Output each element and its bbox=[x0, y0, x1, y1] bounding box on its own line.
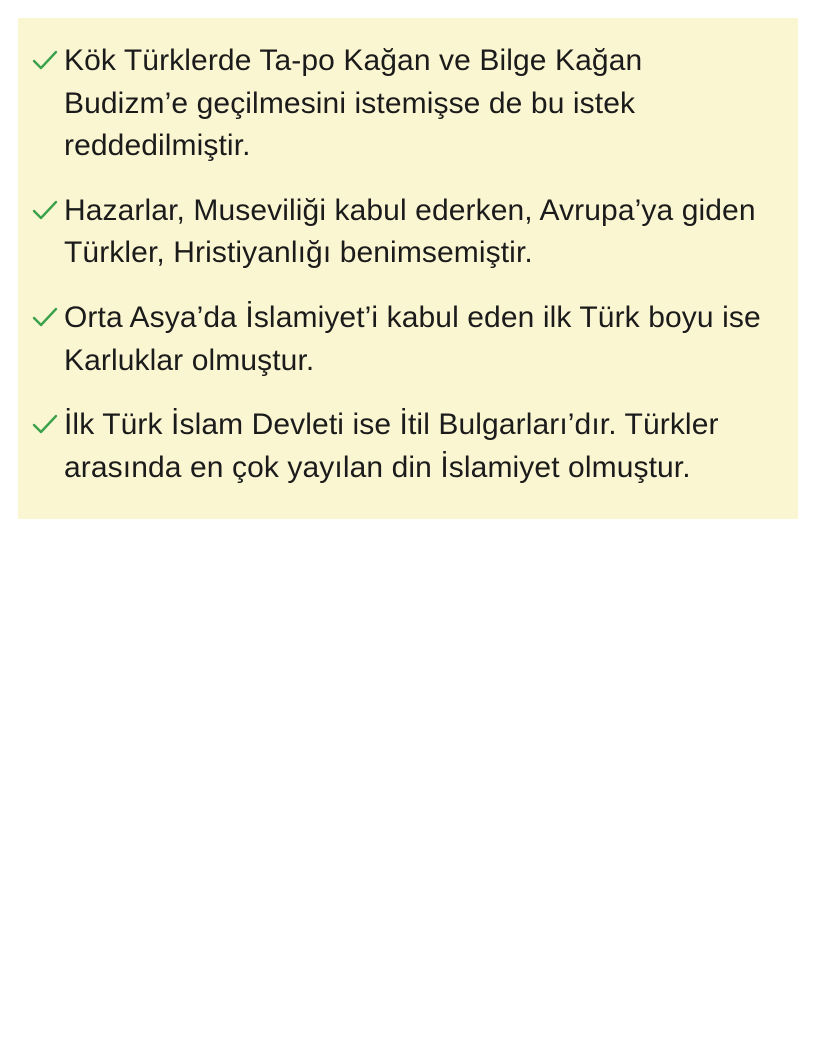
list-item-text: Kök Türklerde Ta-po Kağan ve Bilge Kağan Budizm’e geçilmesini istemişse de bu istek reddedilmiştir. bbox=[64, 44, 643, 163]
check-icon bbox=[26, 40, 64, 72]
list-item-text: Orta Asya’da İslamiyet’i kabul eden ilk Türk boyu ise Karluklar olmuştur. bbox=[64, 300, 761, 377]
list-item bbox=[26, 404, 772, 489]
check-icon bbox=[26, 404, 64, 436]
check-icon bbox=[26, 190, 64, 222]
list-item bbox=[26, 297, 772, 382]
list-item bbox=[26, 190, 772, 275]
list-item bbox=[26, 40, 772, 168]
list-item-text: Hazarlar, Museviliği kabul ederken, Avrupa’ya giden Türkler, Hristiyanlığı benimsemiştir. bbox=[64, 193, 756, 270]
check-icon bbox=[26, 297, 64, 329]
highlighted-note-card bbox=[18, 18, 798, 519]
list-item-text: İlk Türk İslam Devleti ise İtil Bulgarları’dır. Türkler arasında en çok yayılan din İslamiyet olmuştur. bbox=[64, 408, 719, 484]
bullet-list bbox=[26, 40, 772, 489]
